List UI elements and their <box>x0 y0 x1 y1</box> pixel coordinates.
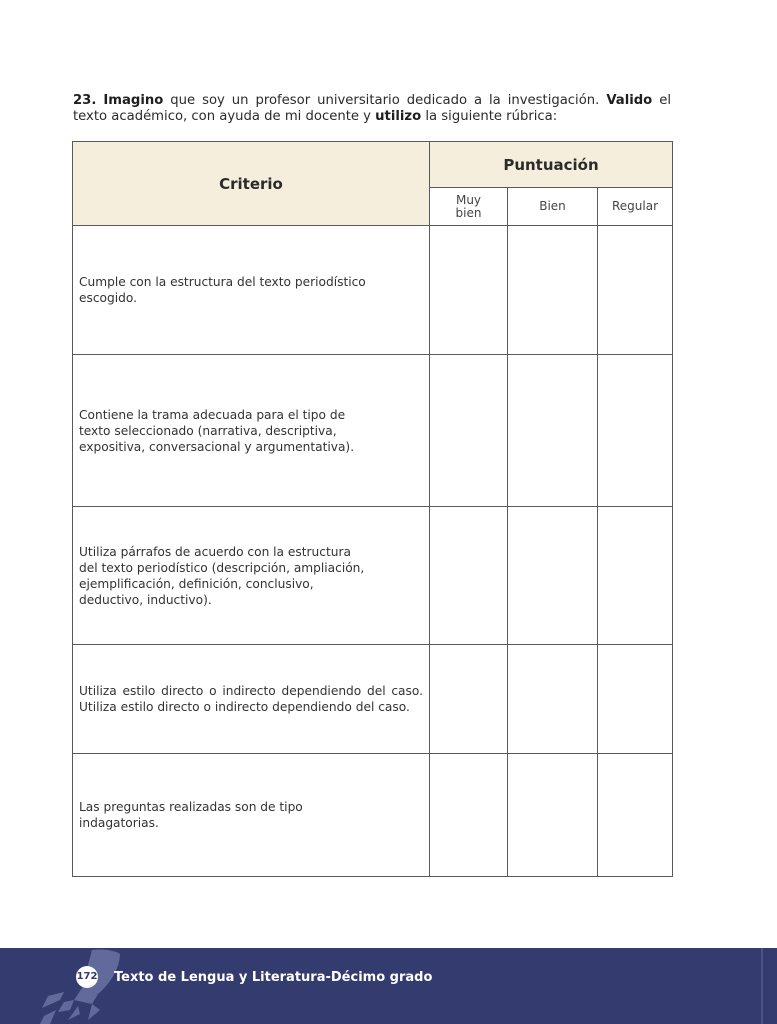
activity-number: 23. <box>73 93 97 108</box>
footer-title: Texto de Lengua y Literatura-Décimo grado <box>114 970 433 985</box>
criterion-cell: Utiliza párrafos de acuerdo con la estructura del texto periodístico (descripción, ampliación, ejemplificación, definición, conclusivo, deductivo, inductivo). <box>73 507 430 645</box>
instruction-text-1: que soy un profesor universitario dedicado a la investigación. <box>163 93 607 108</box>
rocket-icon <box>34 948 124 1024</box>
rubric-row <box>73 226 673 355</box>
column-muy-bien: Muy bien <box>430 188 508 226</box>
score-cell-bien[interactable] <box>508 226 598 355</box>
rubric-row <box>73 355 673 507</box>
criterion-cell: Cumple con la estructura del texto periodístico escogido. <box>73 226 430 355</box>
score-cell-regular[interactable] <box>598 507 673 645</box>
criterion-cell: Utiliza estilo directo o indirecto dependiendo del caso. Utiliza estilo directo o indirecto dependiendo del caso. <box>73 645 430 754</box>
verb-imagino: Imagino <box>103 93 164 108</box>
rubric-table <box>72 141 673 877</box>
score-cell-regular[interactable] <box>598 645 673 754</box>
puntuacion-header: Puntuación <box>430 142 673 188</box>
score-cell-muy-bien[interactable] <box>430 355 508 507</box>
column-bien: Bien <box>508 188 598 226</box>
criterion-cell: Contiene la trama adecuada para el tipo de texto seleccionado (narrativa, descriptiva, expositiva, conversacional y argumentativa). <box>73 355 430 507</box>
score-cell-regular[interactable] <box>598 754 673 877</box>
score-cell-muy-bien[interactable] <box>430 507 508 645</box>
rubric-row <box>73 645 673 754</box>
score-cell-muy-bien[interactable] <box>430 226 508 355</box>
rubric-row <box>73 507 673 645</box>
page-number-badge: 172 <box>76 966 98 988</box>
score-cell-muy-bien[interactable] <box>430 645 508 754</box>
score-cell-bien[interactable] <box>508 645 598 754</box>
verb-utilizo: utilizo <box>375 109 422 124</box>
instruction-text-3: la siguiente rúbrica: <box>421 109 558 124</box>
criterio-header: Criterio <box>73 142 430 226</box>
score-cell-regular[interactable] <box>598 355 673 507</box>
rubric-row <box>73 754 673 877</box>
instruction-text-2: el texto académico, con ayuda de mi docente y <box>73 93 671 124</box>
footer-edge <box>761 948 763 1024</box>
score-cell-muy-bien[interactable] <box>430 754 508 877</box>
score-cell-regular[interactable] <box>598 226 673 355</box>
verb-valido: Valido <box>606 93 653 108</box>
score-cell-bien[interactable] <box>508 355 598 507</box>
score-cell-bien[interactable] <box>508 754 598 877</box>
column-regular: Regular <box>598 188 673 226</box>
criterion-cell: Las preguntas realizadas son de tipo indagatorias. <box>73 754 430 877</box>
activity-instruction <box>73 93 671 125</box>
score-cell-bien[interactable] <box>508 507 598 645</box>
